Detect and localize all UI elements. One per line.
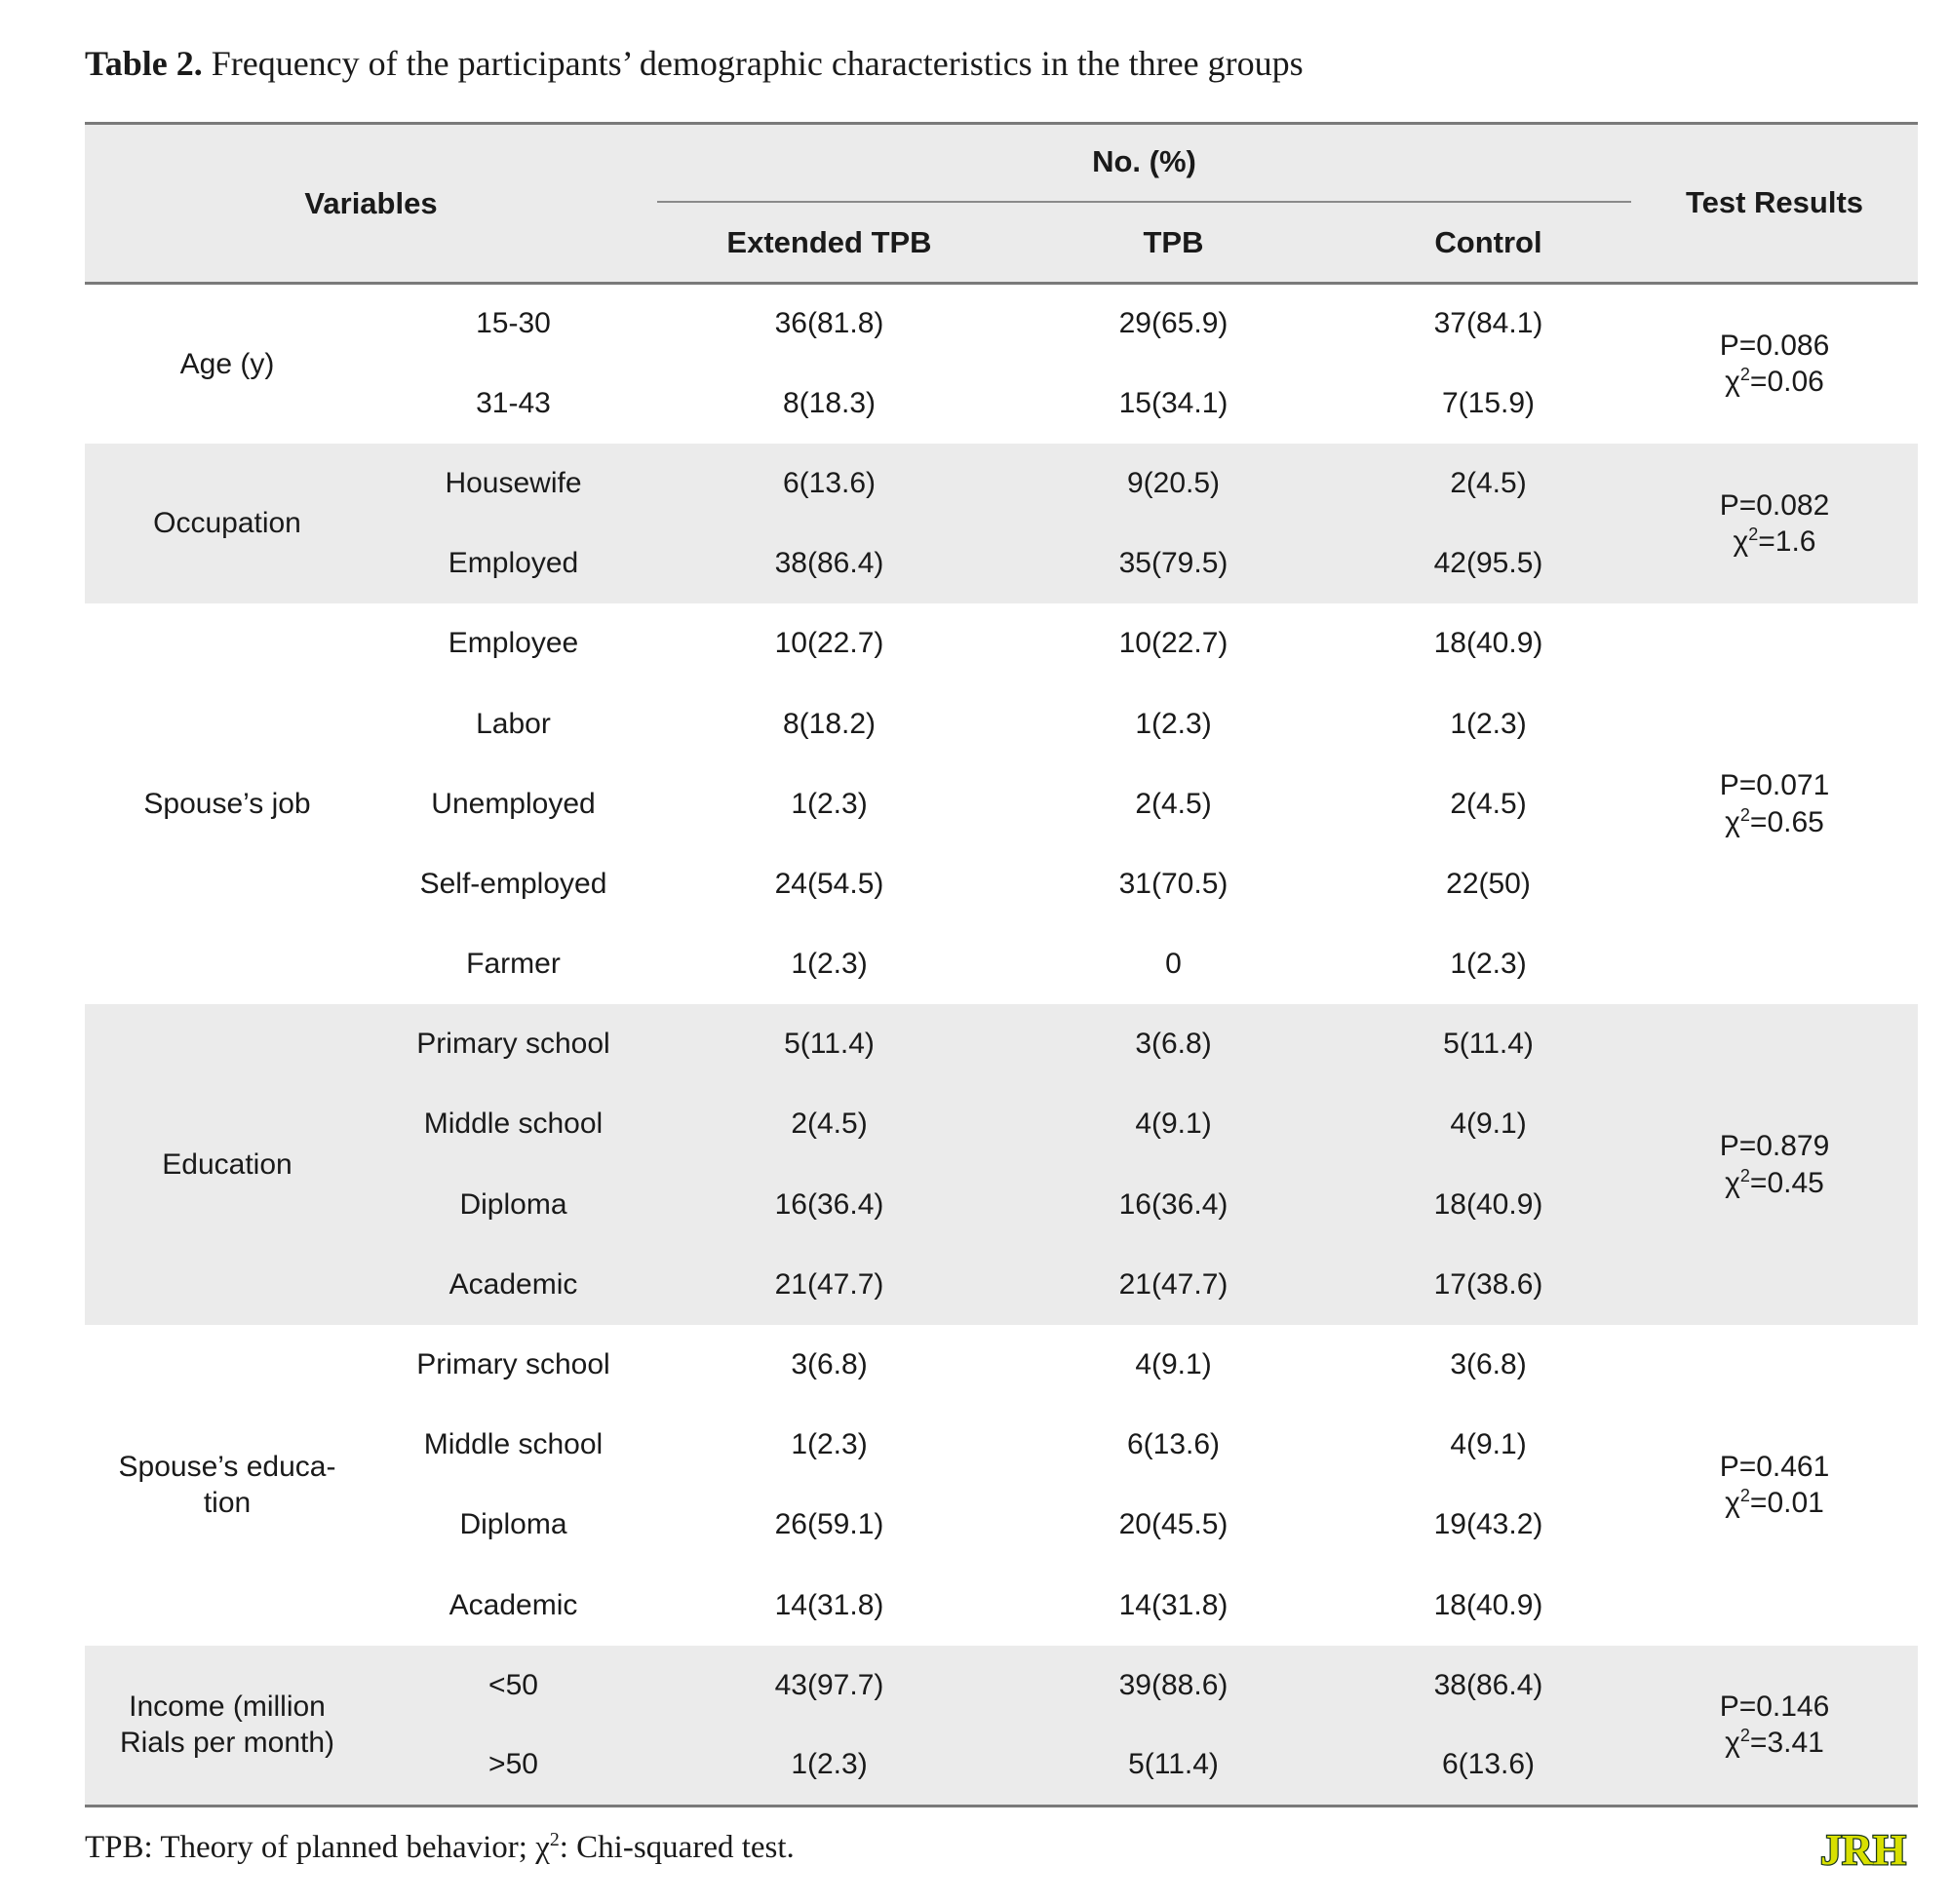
category-label: 15-30 — [476, 307, 551, 340]
cell-value: 16(36.4) — [657, 1165, 1001, 1245]
table-body — [85, 284, 1918, 1807]
cell-value: 9(20.5) — [1001, 444, 1346, 524]
cell-value: 3(6.8) — [791, 1348, 868, 1381]
demographics-table — [85, 122, 1918, 1807]
table-row — [85, 444, 1918, 524]
cell-value: 8(18.3) — [782, 386, 877, 419]
cell-value: 1(2.3) — [1450, 707, 1527, 740]
cell-value: 8(18.2) — [782, 707, 877, 740]
chi-value: =0.65 — [1749, 805, 1824, 838]
test-result — [1631, 1004, 1918, 1325]
cell-value: 2(4.5) — [657, 1084, 1001, 1164]
header-group-1: Extended TPB — [657, 204, 1001, 284]
header-group-3: Control — [1346, 204, 1631, 284]
jrh-logo-text: JRH — [1820, 1826, 1906, 1872]
chi-value: =3.41 — [1749, 1727, 1824, 1760]
p-value: P=0.086 — [1719, 329, 1830, 362]
variable-name: Spouse’s job — [143, 787, 311, 820]
cell-value: 4(9.1) — [1346, 1084, 1631, 1164]
cell-value: 3(6.8) — [1001, 1004, 1346, 1084]
variable-name: Income (million Rials per month) — [85, 1646, 370, 1806]
cell-value: 22(50) — [1446, 867, 1531, 900]
cell-value: 14(31.8) — [774, 1588, 884, 1621]
cell-value: 18(40.9) — [1433, 627, 1543, 660]
cell-value: 5(11.4) — [1346, 1004, 1631, 1084]
cell-value: 2(4.5) — [1346, 444, 1631, 524]
cell-value: 15(34.1) — [1118, 386, 1228, 419]
cell-value: 38(86.4) — [1346, 1646, 1631, 1726]
cell-value: 26(59.1) — [774, 1508, 884, 1541]
chi-symbol: χ — [1725, 805, 1740, 838]
variable-name: Education — [85, 1004, 370, 1325]
table-row — [85, 1004, 1918, 1084]
variable-name: Spouse’s educa- tion — [118, 1450, 336, 1520]
group-heading-rule — [657, 201, 1631, 203]
chi-square — [1631, 1165, 1918, 1202]
chi-square — [1631, 804, 1918, 841]
category-label: Middle school — [423, 1428, 604, 1461]
cell-value: 10(22.7) — [774, 627, 884, 660]
table-caption-label: Table 2. — [85, 44, 203, 83]
category-label: Diploma — [459, 1508, 567, 1541]
chi-symbol: χ — [1725, 1487, 1740, 1520]
chi-exponent: 2 — [1739, 1726, 1750, 1746]
p-value: P=0.461 — [1719, 1450, 1830, 1483]
cell-value: 6(13.6) — [1126, 1428, 1221, 1461]
test-result — [1631, 1646, 1918, 1806]
cell-value: 31(70.5) — [1118, 867, 1228, 900]
cell-value: 1(2.3) — [1450, 948, 1527, 981]
footnote-superscript: 2 — [549, 1829, 560, 1850]
cell-value: 43(97.7) — [657, 1646, 1001, 1726]
category-label: Primary school — [370, 1004, 657, 1084]
p-value: P=0.071 — [1719, 769, 1830, 802]
chi-square — [1631, 1725, 1918, 1762]
test-result — [1631, 284, 1918, 444]
cell-value: 1(2.3) — [657, 1726, 1001, 1806]
cell-value: 35(79.5) — [1001, 524, 1346, 603]
category-label: Employee — [448, 627, 579, 660]
table-caption — [85, 43, 1304, 84]
cell-value: 18(40.9) — [1346, 1165, 1631, 1245]
category-label: Farmer — [466, 948, 561, 981]
category-label: Academic — [448, 1588, 578, 1621]
chi-exponent: 2 — [1739, 1486, 1750, 1506]
cell-value: 7(15.9) — [1441, 386, 1536, 419]
cell-value: 1(2.3) — [791, 787, 868, 820]
cell-value: 4(9.1) — [1450, 1428, 1527, 1461]
cell-value: 18(40.9) — [1433, 1588, 1543, 1621]
chi-symbol: χ — [1733, 525, 1749, 559]
header-group-2: TPB — [1001, 204, 1346, 284]
chi-square — [1631, 524, 1918, 561]
cell-value: 0 — [1165, 948, 1182, 981]
cell-value: 16(36.4) — [1001, 1165, 1346, 1245]
cell-value: 10(22.7) — [1118, 627, 1228, 660]
category-label: 31-43 — [476, 386, 551, 419]
test-result — [1631, 603, 1918, 1004]
cell-value: 24(54.5) — [774, 867, 884, 900]
chi-value: =0.45 — [1749, 1166, 1824, 1199]
variable-name: Occupation — [85, 444, 370, 603]
category-label: Academic — [370, 1245, 657, 1325]
table-row — [85, 603, 1918, 683]
chi-value: =1.6 — [1758, 525, 1816, 559]
cell-value: 5(11.4) — [657, 1004, 1001, 1084]
p-value: P=0.082 — [1719, 488, 1830, 522]
cell-value: 1(2.3) — [791, 1428, 868, 1461]
table-row — [85, 1325, 1918, 1405]
cell-value: 5(11.4) — [1001, 1726, 1346, 1806]
category-label: Employed — [370, 524, 657, 603]
cell-value: 2(4.5) — [1135, 787, 1212, 820]
chi-symbol: χ — [1725, 1727, 1740, 1760]
category-label: Middle school — [370, 1084, 657, 1164]
group-heading: No. (%) — [1092, 144, 1196, 178]
cell-value: 38(86.4) — [657, 524, 1001, 603]
chi-symbol: χ — [1725, 1166, 1740, 1199]
cell-value: 29(65.9) — [1118, 307, 1228, 340]
test-result — [1631, 1325, 1918, 1646]
table-caption-text: Frequency of the participants’ demographic characteristics in the three groups — [211, 44, 1304, 83]
category-label: <50 — [370, 1646, 657, 1726]
cell-value: 6(13.6) — [657, 444, 1001, 524]
chi-value: =0.06 — [1749, 366, 1824, 399]
chi-exponent: 2 — [1739, 1165, 1750, 1185]
cell-value: 14(31.8) — [1118, 1588, 1228, 1621]
p-value: P=0.146 — [1719, 1690, 1830, 1723]
cell-value: 1(2.3) — [791, 948, 868, 981]
category-label: Self-employed — [419, 867, 607, 900]
cell-value: 21(47.7) — [1001, 1245, 1346, 1325]
cell-value: 17(38.6) — [1346, 1245, 1631, 1325]
chi-square — [1631, 364, 1918, 401]
cell-value: 3(6.8) — [1450, 1348, 1527, 1381]
chi-exponent: 2 — [1748, 525, 1759, 545]
variable-name: Age (y) — [179, 347, 275, 380]
header-test-results: Test Results — [1685, 185, 1864, 219]
cell-value: 42(95.5) — [1346, 524, 1631, 603]
table-row — [85, 1646, 1918, 1726]
table-footnote — [85, 1830, 795, 1866]
category-label: Labor — [476, 707, 551, 740]
jrh-logo — [1808, 1825, 1919, 1872]
category-label: Unemployed — [431, 787, 596, 820]
cell-value: 2(4.5) — [1450, 787, 1527, 820]
chi-exponent: 2 — [1739, 804, 1750, 825]
category-label: Primary school — [416, 1348, 610, 1381]
chi-exponent: 2 — [1739, 365, 1750, 385]
chi-value: =0.01 — [1749, 1487, 1824, 1520]
cell-value: 20(45.5) — [1118, 1508, 1228, 1541]
cell-value: 6(13.6) — [1346, 1726, 1631, 1806]
p-value: P=0.879 — [1719, 1130, 1830, 1163]
cell-value: 21(47.7) — [657, 1245, 1001, 1325]
chi-square — [1631, 1485, 1918, 1522]
test-result — [1631, 444, 1918, 603]
category-label: >50 — [370, 1726, 657, 1806]
footnote-text: TPB: Theory of planned behavior; χ — [85, 1830, 550, 1865]
chi-symbol: χ — [1725, 366, 1740, 399]
cell-value: 19(43.2) — [1433, 1508, 1543, 1541]
header-variables: Variables — [85, 124, 657, 284]
category-label: Diploma — [370, 1165, 657, 1245]
cell-value: 1(2.3) — [1135, 707, 1212, 740]
table-row — [85, 284, 1918, 364]
cell-value: 39(88.6) — [1001, 1646, 1346, 1726]
footnote-text-end: : Chi-squared test. — [559, 1830, 795, 1865]
cell-value: 36(81.8) — [774, 307, 884, 340]
cell-value: 37(84.1) — [1433, 307, 1543, 340]
cell-value: 4(9.1) — [1135, 1348, 1212, 1381]
cell-value: 4(9.1) — [1001, 1084, 1346, 1164]
category-label: Housewife — [370, 444, 657, 524]
